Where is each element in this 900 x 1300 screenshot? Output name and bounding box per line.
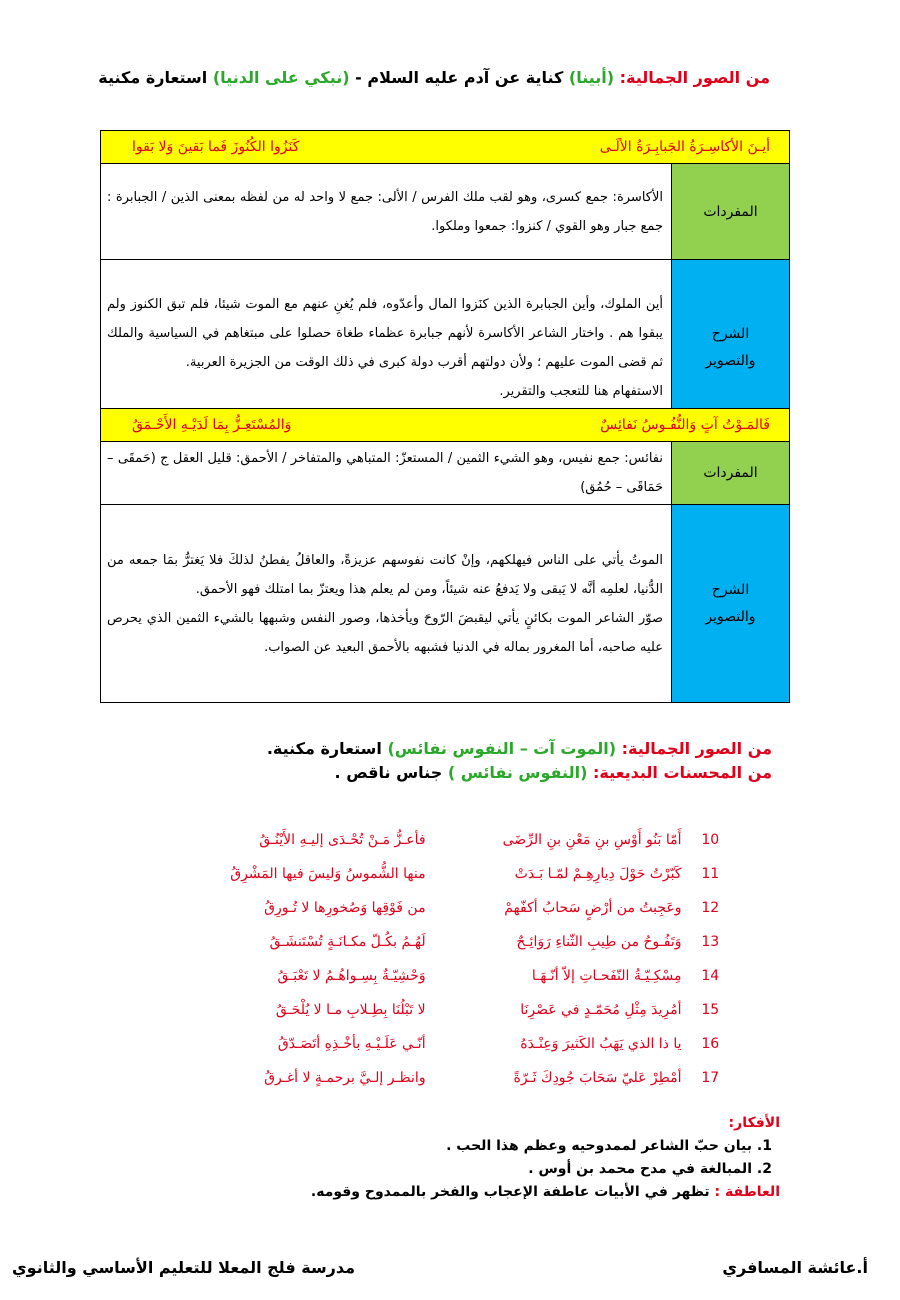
ideas-section: [140, 1112, 780, 1204]
poem-line: 13 وَتَفُـوحُ من طِيبِ الثّناءِ رَوَائِـحٌ لَهُـمُ بكُـلّ مكـانَـةٍ تُسْتَنشَـقُ: [269, 934, 720, 950]
vocab-text-2: نفائس: جمع نفيس، وهو الشيء الثمين / المستعزّ: المتباهي والمتفاخر / الأحمق: قليل العقل ج (حَمقَى – حَمَاقَى – حُمُق): [101, 442, 672, 505]
vocab-text-1: الأكاسرة: جمع كسرى، وهو لقب ملك الفرس / الألى: جمع لا واحد له من لفظه بمعنى الذين / الجبابرة : جمع جبار وهو القوي / كنزوا: جمعوا وملكوا.: [101, 164, 672, 260]
top-heading: [98, 68, 770, 87]
poem-line: 14 مِسْكِـيّـةُ النّفَحـاتِ إلاّ أنّـهَـا وَحْشِيّـةٌ بِسِـواهُـمُ لا تَعْبَـقُ: [277, 968, 720, 984]
verse-row-1: [101, 131, 790, 164]
verse1-left: كَنَزُوا الكُنُوزَ فَما بَقينَ وَلا بَقوا: [132, 139, 300, 155]
rhetoric-notes: [267, 737, 772, 785]
vocab-row-2: [101, 442, 790, 505]
verse-row-2: [101, 409, 790, 442]
poem-verses: [170, 823, 725, 1095]
rhetoric-line-1: من الصور الجمالية: (الموت آت – النفوس نفائس) استعارة مكنية.: [266, 739, 772, 758]
ideas-list: [140, 1135, 780, 1181]
poem-line: 16 يا ذا الذي يَهَبُ الكَثيرَ وَعِنْـدَهُ أنّـي عَلَـيْـهِ بأخْـذِهِ أتَصَـدّقُ: [277, 1036, 720, 1052]
poem-line: 11 كَبّرْتُ حَوْلَ دِيارِهِـمْ لمّـا بَـدَتْ منها الشُّموسُ وَليسَ فيها المَشْرِقُ: [230, 866, 720, 882]
verse2-right: فَالمَـوْتُ آتٍ وَالنُّفُـوسُ نَفائِسٌ: [600, 417, 770, 433]
emotion-line: العاطفة : تظهر في الأبيات عاطفة الإعجاب والفخر بالممدوح وقومه.: [310, 1184, 780, 1200]
heading-prefix: من الصور الجمالية:: [619, 68, 770, 87]
verse1-right: أيـنَ الأكاسِـرَةُ الجَبابِـرَةُ الألَـى: [599, 139, 770, 155]
heading-part2: كناية عن آدم عليه السلام -: [349, 68, 564, 87]
ideas-title: الأفكار:: [728, 1115, 780, 1131]
rhetoric-line-2: من المحسنات البديعية: (النفوس نفائس ) جناس ناقص .: [334, 763, 772, 782]
heading-part4: استعارة مكنية: [98, 68, 208, 87]
poem-line: 10 أَمّا بَنُو أَوْسِ بنِ مَعْنِ بنِ الرِّضَى فأعـزُّ مَـنْ تُحْـدَى إليـهِ الأَيْنُـقُ: [259, 832, 720, 848]
verse-table-2: [100, 408, 790, 703]
heading-part3: (نبكي على الدنيا): [212, 68, 350, 87]
vocab-row-1: [101, 164, 790, 260]
poem-line: 17 أمْطِرْ عَليّ سَحَابَ جُودِكَ ثَـرّةً وانظـر إلـيَّ برحمـةٍ لا أغـرقُ: [264, 1070, 720, 1086]
explain-row-2: [101, 505, 790, 703]
poem-line: 15 أمُرِيدَ مِثْلِ مُحَمّـدٍ في عَصْرِنَا لا تَبْلُنَا بِطِـلابِ مـا لا يُلْحَـقُ: [275, 1002, 720, 1018]
explain-text-1: أين الملوك، وأين الجبابرة الذين كنَزوا المال وأعدّوه، فلم يُغنِ عنهم مع الموت شيئا، فلم تبق الكنوز ولم يبقوا هم . واختار الشاعر الأكاسرة لأنهم جبابرة عظماء طغاة حصلوا على مبتغاهم في السياسية والملك ثم قضى الموت عليهم ؛ ولأن دولتهم أقرب دولة كبرى في ذلك الوقت من الجزيرة العربية. الاستفهام هنا للتعجب والتقرير.: [101, 260, 672, 436]
idea-item: 1. بيان حبّ الشاعر لممدوحيه وعظم هذا الحب .: [140, 1135, 752, 1158]
poem-line: 12 وعَجِبتُ من أرْضٍ سَحابُ أكفّهمْ من فَوْقِها وَصُخورِها لا تُـورِقُ: [264, 900, 720, 916]
explain-text-2: الموتُ يأتي على الناس فيهلكهم، وإنْ كانت نفوسهم عزيزةً، والعاقلُ يفطنُ لذلكَ فلا يَغترُّ بمَا جمعه من الدُّنيا، لعلمِه أنَّه لا يَبقى ولا يَدفعُ عنه شيئاً، ومن لم يعلم هذا ويعتزّ بما امتلك فهو الأحمق. صوّر الشاعر الموت بكائنٍ يأتي ليقبضَ الرّوحَ ويأخذها، وصور النفس وشبهها بالشيء الثمين الذي يحرص عليه صاحبه، أما المغرور بماله في الدنيا فشبهه بالأحمق البعيد عن الصواب.: [101, 505, 672, 703]
verse-table-1: [100, 130, 790, 436]
explain-label-2: الشرح والتصوير: [672, 505, 790, 703]
vocab-label-2: المفردات: [672, 442, 790, 505]
heading-part1: (أبينا): [568, 68, 615, 87]
explain-label-1: الشرح والتصوير: [672, 260, 790, 436]
teacher-name: أ.عائشة المسافري: [722, 1258, 868, 1277]
idea-item: 2. المبالغة في مدح محمد بن أوس .: [140, 1158, 752, 1181]
verse2-left: وَالمُسْتَعِـزُّ بِمَا لَدَيْـهِ الأَحْـمَقُ: [132, 417, 292, 433]
school-name: مدرسة فلج المعلا للتعليم الأساسي والثانوي: [12, 1258, 356, 1277]
vocab-label-1: المفردات: [672, 164, 790, 260]
